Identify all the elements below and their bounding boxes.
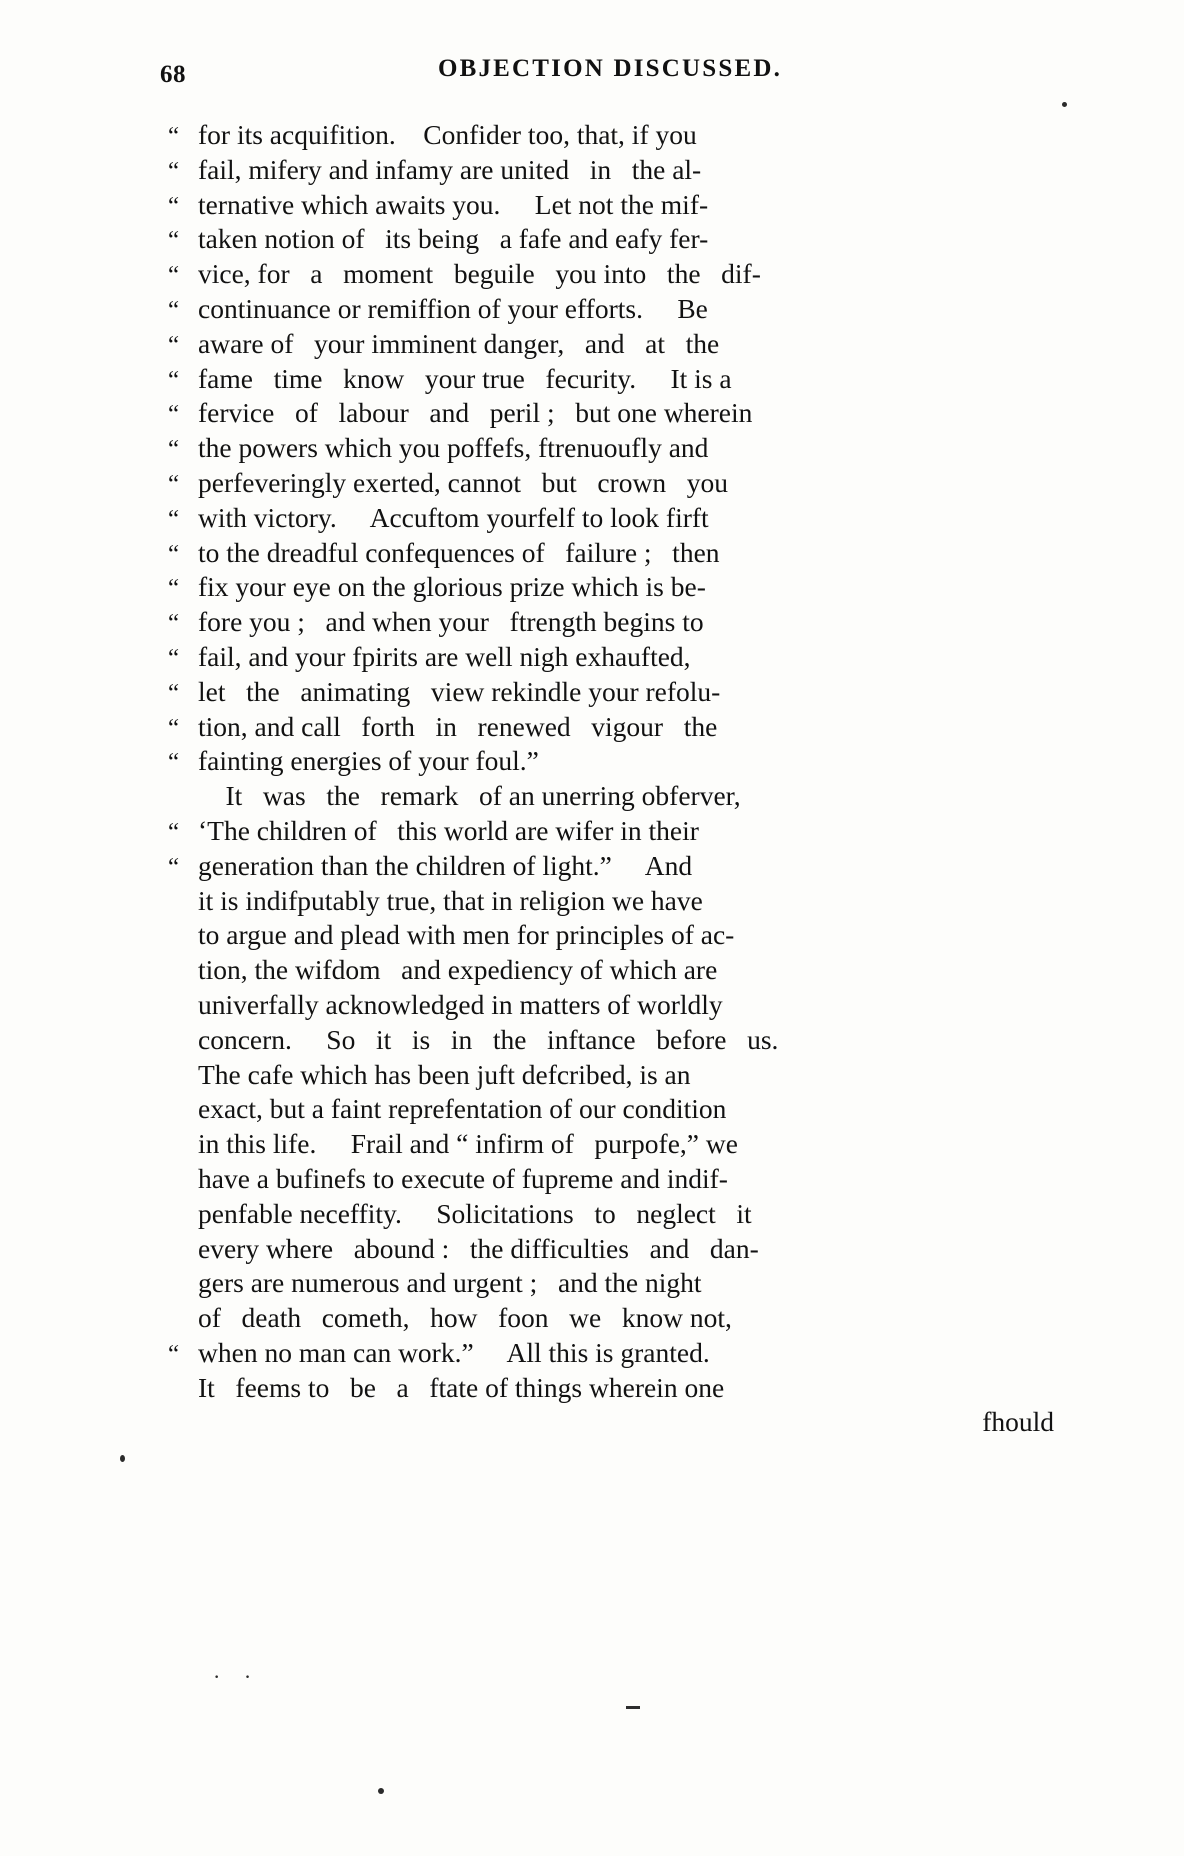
text-line: [168, 849, 1060, 884]
text-line: [168, 953, 1060, 988]
text-line: [168, 1127, 1060, 1162]
ink-speck: [120, 1455, 125, 1462]
text-line: [168, 396, 1060, 431]
line-text: the powers which you poffefs, ftrenuoufly and: [198, 432, 709, 464]
ink-specks: · ·: [213, 1664, 261, 1689]
text-line: [168, 536, 1060, 571]
text-line: [168, 153, 1060, 188]
page-number: 68: [160, 61, 186, 88]
catchword: [168, 1405, 1060, 1440]
line-text: fervice of labour and peril ; but one wherein: [198, 397, 753, 429]
page-header: [160, 55, 1060, 95]
text-line: [168, 118, 1060, 153]
line-text: perfeveringly exerted, cannot but crown you: [198, 466, 728, 498]
line-text: It was the remark of an unerring obferver,: [198, 780, 741, 812]
quote-mark: “: [168, 401, 180, 429]
quote-mark: “: [168, 610, 180, 638]
text-line: [168, 292, 1060, 327]
text-line: [168, 884, 1060, 919]
line-text: fail, mifery and infamy are united in the al-: [198, 153, 702, 185]
line-text: fame time know your true fecurity. It is a: [198, 362, 732, 394]
line-text: to argue and plead with men for principles of ac-: [198, 919, 735, 951]
line-text: to the dreadful confequences of failure ; then: [198, 536, 720, 568]
text-line: [168, 466, 1060, 501]
line-text: fainting energies of your foul.”: [198, 745, 539, 777]
quote-mark: “: [168, 714, 180, 742]
quote-mark: “: [168, 749, 180, 777]
running-head: OBJECTION DISCUSSED.: [437, 55, 783, 82]
text-line: [168, 257, 1060, 292]
line-text: tion, the wifdom and expediency of which are: [198, 954, 718, 986]
text-line: [168, 1162, 1060, 1197]
line-text: univerfally acknowledged in matters of worldly: [198, 988, 723, 1020]
text-line: [168, 570, 1060, 605]
text-line: [168, 501, 1060, 536]
quote-mark: “: [168, 853, 180, 881]
quote-mark: “: [168, 505, 180, 533]
line-text: tion, and call forth in renewed vigour the: [198, 710, 718, 742]
quote-mark: “: [168, 227, 180, 255]
text-line: [168, 605, 1060, 640]
quote-mark: “: [168, 818, 180, 846]
text-line: [168, 1266, 1060, 1301]
text-line: [168, 1371, 1060, 1406]
line-text: of death cometh, how foon we know not,: [198, 1302, 732, 1334]
quote-mark: “: [168, 436, 180, 464]
line-text: vice, for a moment beguile you into the dif-: [198, 258, 761, 290]
line-text: it is indifputably true, that in religion we have: [198, 884, 703, 916]
line-text: every where abound : the difficulties and dan-: [198, 1232, 759, 1264]
line-text: for its acquifition. Confider too, that, if you: [198, 119, 697, 150]
quote-mark: “: [168, 157, 180, 185]
quote-mark: “: [168, 1340, 180, 1368]
line-text: when no man can work.” All this is granted.: [198, 1336, 710, 1368]
line-text: gers are numerous and urgent ; and the night: [198, 1267, 702, 1299]
text-line: [168, 327, 1060, 362]
text-line: [168, 1092, 1060, 1127]
text-line: [168, 1232, 1060, 1267]
line-text: ternative which awaits you. Let not the mif-: [198, 188, 709, 220]
text-line: [168, 1197, 1060, 1232]
line-text: with victory. Accuftom yourfelf to look firft: [198, 501, 709, 533]
quote-mark: “: [168, 331, 180, 359]
text-line: [168, 779, 1060, 814]
line-text: aware of your imminent danger, and at the: [198, 327, 720, 359]
line-text: in this life. Frail and “ infirm of purpofe,” we: [198, 1128, 738, 1160]
quote-mark: “: [168, 644, 180, 672]
line-text: fore you ; and when your ftrength begins to: [198, 606, 704, 638]
line-text: concern. So it is in the inftance before us.: [198, 1023, 779, 1055]
text-line: [168, 918, 1060, 953]
text-line: [168, 988, 1060, 1023]
line-text: taken notion of its being a fafe and eafy fer-: [198, 223, 709, 255]
quote-mark: “: [168, 679, 180, 707]
quote-mark: “: [168, 540, 180, 568]
text-line: [168, 710, 1060, 745]
text-line: [168, 188, 1060, 223]
text-line: [168, 814, 1060, 849]
line-text: penfable neceffity. Solicitations to neglect it: [198, 1197, 752, 1229]
ink-speck: [1062, 102, 1067, 107]
text-line: [168, 640, 1060, 675]
quote-mark: “: [168, 575, 180, 603]
quote-mark: “: [168, 123, 180, 150]
quote-mark: “: [168, 470, 180, 498]
line-text: have a bufinefs to execute of fupreme and indif-: [198, 1162, 728, 1194]
line-text: fail, and your fpirits are well nigh exhaufted,: [198, 640, 691, 672]
line-text: continuance or remiffion of your efforts. Be: [198, 292, 708, 324]
text-line: [168, 744, 1060, 779]
line-text: fix your eye on the glorious prize which is be-: [198, 571, 706, 603]
line-text: exact, but a faint reprefentation of our condition: [198, 1093, 727, 1125]
body-text: [168, 118, 1060, 1440]
catchword-text: fhould: [982, 1406, 1054, 1438]
ink-speck: [378, 1788, 384, 1794]
ink-dash: [626, 1706, 640, 1709]
text-line: [168, 431, 1060, 466]
quote-mark: “: [168, 296, 180, 324]
text-line: [168, 1301, 1060, 1336]
quote-mark: “: [168, 262, 180, 290]
line-text: let the animating view rekindle your refolu-: [198, 675, 721, 707]
text-line: [168, 222, 1060, 257]
line-text: ‘The children of this world are wifer in their: [198, 814, 699, 846]
quote-mark: “: [168, 366, 180, 394]
text-line: [168, 675, 1060, 710]
quote-mark: “: [168, 192, 180, 220]
line-text: It feems to be a ftate of things wherein one: [198, 1371, 725, 1403]
text-line: [168, 1058, 1060, 1093]
line-text: generation than the children of light.” And: [198, 849, 693, 881]
text-line: [168, 362, 1060, 397]
text-line: [168, 1023, 1060, 1058]
line-text: The cafe which has been juft defcribed, is an: [198, 1058, 691, 1090]
text-line: [168, 1336, 1060, 1371]
